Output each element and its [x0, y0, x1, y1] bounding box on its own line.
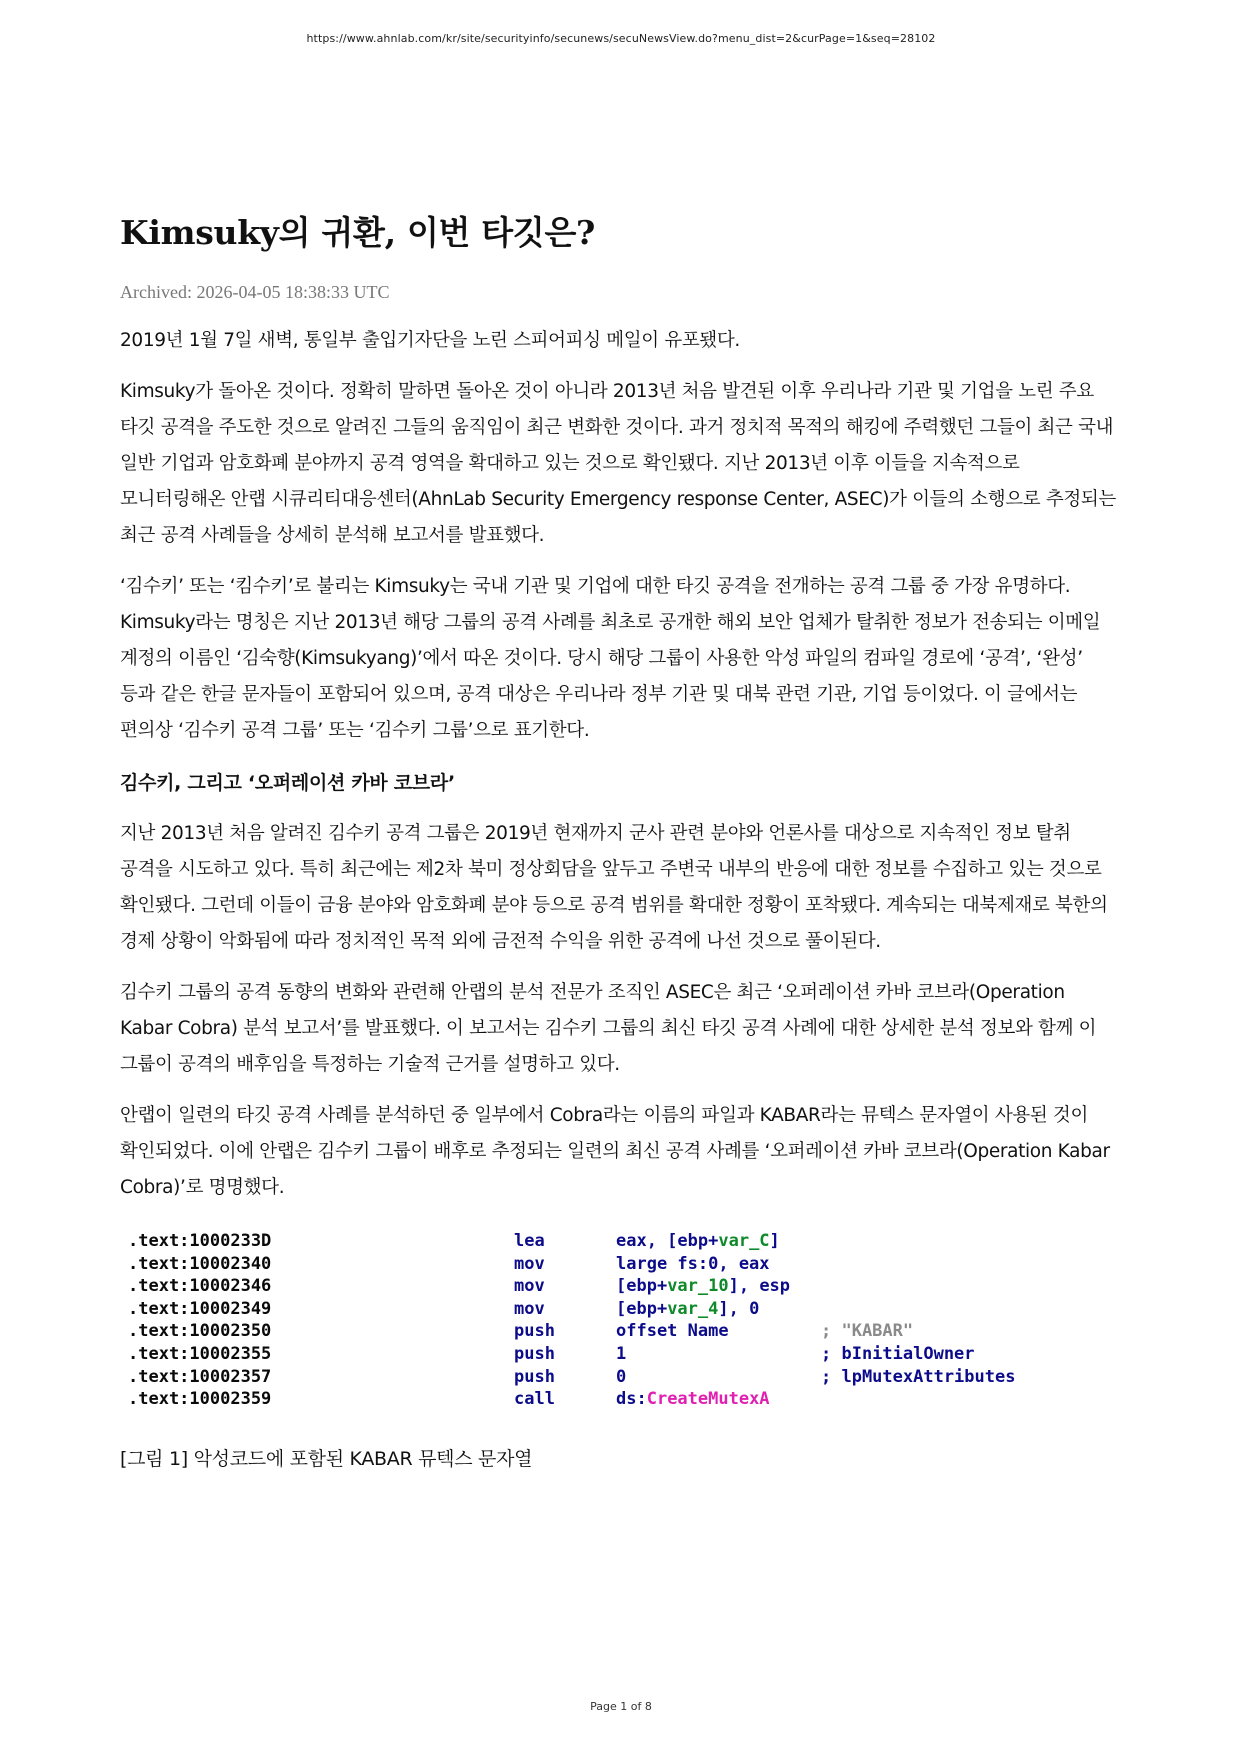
disassembly-line	[128, 1298, 1068, 1321]
disassembly-instruction: push	[514, 1366, 555, 1387]
disassembly-operands	[616, 1275, 821, 1298]
archived-timestamp: Archived: 2026-04-05 18:38:33 UTC	[120, 282, 390, 302]
operand-variable: var_C	[718, 1231, 770, 1251]
operand-text: large fs:0, eax	[616, 1253, 770, 1274]
disassembly-line	[128, 1230, 1068, 1253]
paragraph-naming: 안랩이 일련의 타깃 공격 사례를 분석하던 중 일부에서 Cobra라는 이름의 파일과 KABAR라는 뮤텍스 문자열이 사용된 것이 확인되었다. 이에 안랩은 김수키 그룹이 배후로 추정되는 일련의 최신 공격 사례를 ‘오퍼레이션 카바 코브라(Operation Kabar Cobra)’로 명명했다.	[120, 1105, 1110, 1198]
page-number-footer: Page 1 of 8	[590, 1700, 652, 1713]
operand-tail: ]	[769, 1231, 780, 1251]
operand-text: 1	[616, 1343, 627, 1364]
disassembly-address: .text:1000233D	[128, 1231, 272, 1251]
disassembly-operands	[616, 1320, 821, 1343]
disassembly-address: .text:10002359	[128, 1389, 272, 1410]
operand-tail: ], 0	[718, 1298, 760, 1319]
disassembly-operands	[616, 1366, 821, 1389]
disassembly-line	[128, 1343, 1068, 1366]
disassembly-operands	[616, 1298, 821, 1321]
section-heading: 김수키, 그리고 ‘오퍼레이션 카바 코브라’	[120, 772, 455, 794]
disassembly-instruction: push	[514, 1321, 555, 1342]
disassembly-operands	[616, 1388, 821, 1411]
disassembly-address: .text:10002346	[128, 1276, 272, 1297]
disassembly-address: .text:10002355	[128, 1343, 272, 1364]
operand-text: [ebp+	[616, 1298, 668, 1319]
operand-variable: var_4	[667, 1298, 719, 1319]
disassembly-figure	[128, 1230, 1068, 1411]
operand-tail: ], esp	[728, 1276, 791, 1297]
figure-caption: [그림 1] 악성코드에 포함된 KABAR 뮤텍스 문자열	[120, 1447, 533, 1470]
disassembly-instruction: lea	[514, 1231, 545, 1251]
disassembly-line	[128, 1366, 1068, 1389]
disassembly-operands	[616, 1253, 821, 1276]
disassembly-line	[128, 1320, 1068, 1343]
disassembly-comment: ; "KABAR"	[821, 1321, 914, 1342]
operand-text: offset Name	[616, 1321, 729, 1342]
disassembly-address: .text:10002349	[128, 1298, 272, 1319]
disassembly-instruction: call	[514, 1389, 555, 1410]
disassembly-instruction: mov	[514, 1276, 545, 1297]
disassembly-line	[128, 1253, 1068, 1276]
paragraph-expansion: 지난 2013년 처음 알려진 김수키 공격 그룹은 2019년 현재까지 군사 관련 분야와 언론사를 대상으로 지속적인 정보 탈취 공격을 시도하고 있다. 특히 최근에는 제2차 북미 정상회담을 앞두고 주변국 내부의 반응에 대한 정보를 수집하고 있는 것으로 확인됐다. 그런데 이들이 금융 분야와 암호화폐 분야 등으로 공격 범위를 확대한 정황이 포착됐다. 계속되는 대북제재로 북한의 경제 상황이 악화됨에 따라 정치적인 목적 외에 금전적 수익을 위한 공격에 나선 것으로 풀이된다.	[120, 823, 1108, 952]
paragraph-name-origin: ‘김수키’ 또는 ‘킴수키’로 불리는 Kimsuky는 국내 기관 및 기업에 대한 타깃 공격을 전개하는 공격 그룹 중 가장 유명하다. Kimsuky라는 명칭은 지난 2013년 해당 그룹의 공격 사례를 최초로 공개한 해외 보안 업체가 탈취한 정보가 전송되는 이메일 계정의 이름인 ‘김숙향(Kimsukyang)’에서 따온 것이다. 당시 해당 그룹이 사용한 악성 파일의 컴파일 경로에 ‘공격’, ‘완성’ 등과 같은 한글 문자들이 포함되어 있으며, 공격 대상은 우리나라 정부 기관 및 대북 관련 기관, 기업 등이었다. 이 글에서는 편의상 ‘김수키 공격 그룹’ 또는 ‘김수키 그룹’으로 표기한다.	[120, 576, 1101, 741]
disassembly-line	[128, 1388, 1068, 1411]
operand-text: [ebp+	[616, 1276, 668, 1297]
operand-text: 0	[616, 1366, 627, 1387]
disassembly-address: .text:10002357	[128, 1366, 272, 1387]
operand-text: eax, [ebp+	[616, 1231, 719, 1251]
operand-text: ds:	[616, 1389, 647, 1410]
disassembly-operands	[616, 1343, 821, 1366]
paragraph-report: 김수키 그룹의 공격 동향의 변화와 관련해 안랩의 분석 전문가 조직인 ASEC은 최근 ‘오퍼레이션 카바 코브라(Operation Kabar Cobra) 분석 보고서’를 발표했다. 이 보고서는 김수키 그룹의 최신 타깃 공격 사례에 대한 상세한 분석 정보와 함께 이 그룹이 공격의 배후임을 특정하는 기술적 근거를 설명하고 있다.	[120, 982, 1097, 1075]
paragraph-return: Kimsuky가 돌아온 것이다. 정확히 말하면 돌아온 것이 아니라 2013년 처음 발견된 이후 우리나라 기관 및 기업을 노린 주요 타깃 공격을 주도한 것으로 알려진 그들의 움직임이 최근 변화한 것이다. 과거 정치적 목적의 해킹에 주력했던 그들이 최근 국내 일반 기업과 암호화폐 분야까지 공격 영역을 확대하고 있는 것으로 확인됐다. 지난 2013년 이후 이들을 지속적으로 모니터링해온 안랩 시큐리티대응센터(AhnLab Security Emergency response Center, ASEC)가 이들의 소행으로 추정되는 최근 공격 사례들을 상세히 분석해 보고서를 발표했다.	[120, 381, 1116, 546]
disassembly-address: .text:10002340	[128, 1253, 272, 1274]
disassembly-line	[128, 1275, 1068, 1298]
disassembly-instruction: mov	[514, 1253, 545, 1274]
disassembly-comment: ; lpMutexAttributes	[821, 1366, 1016, 1387]
disassembly-instruction: push	[514, 1343, 555, 1364]
disassembly-operands	[616, 1230, 821, 1253]
disassembly-address: .text:10002350	[128, 1321, 272, 1342]
operand-variable: var_10	[667, 1276, 729, 1297]
page-url-header: https://www.ahnlab.com/kr/site/securityinfo/secunews/secuNewsView.do?menu_dist=2&curPage=1&seq=28102	[306, 32, 936, 45]
paragraph-intro: 2019년 1월 7일 새벽, 통일부 출입기자단을 노린 스피어피싱 메일이 유포됐다.	[120, 330, 740, 351]
article	[120, 210, 1122, 1477]
disassembly-instruction: mov	[514, 1298, 545, 1319]
operand-api-name: CreateMutexA	[646, 1389, 770, 1410]
article-title: Kimsuky의 귀환, 이번 타깃은?	[120, 213, 596, 252]
disassembly-comment: ; bInitialOwner	[821, 1343, 975, 1364]
